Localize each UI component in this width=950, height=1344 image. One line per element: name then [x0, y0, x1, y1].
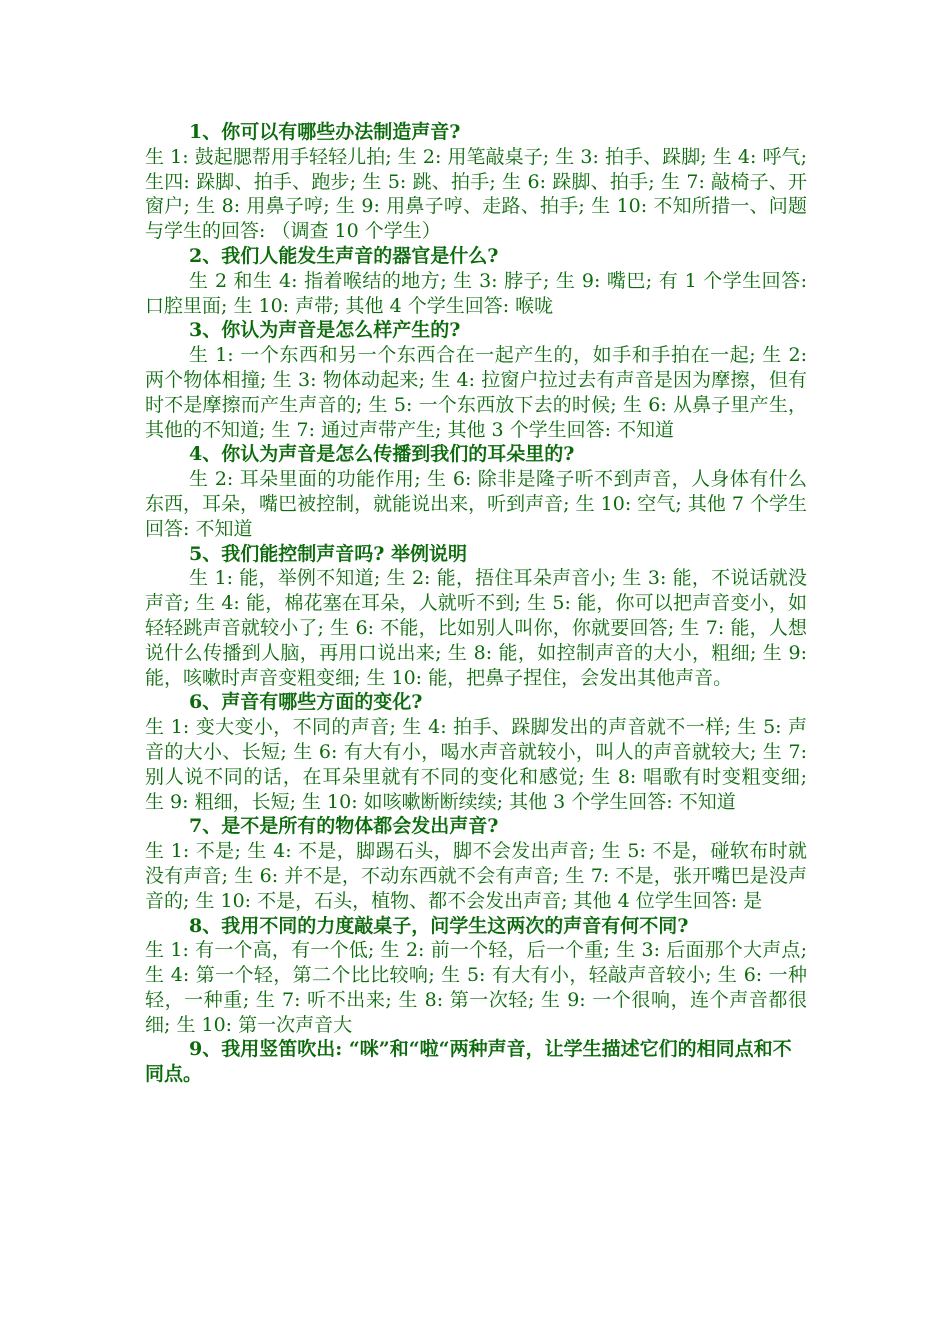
question-4: 4、你认为声音是怎么传播到我们的耳朵里的? — [189, 443, 575, 466]
question-5: 5、我们能控制声音吗? 举例说明 — [189, 542, 467, 565]
answer-1: 生 1: 鼓起腮帮用手轻轻儿拍; 生 2: 用笔敲桌子; 生 3: 拍手、跺脚; 生 4: 呼气; 生四: 跺脚、拍手、跑步; 生 5: 跳、拍手; 生 6: 跺脚、拍手; 生 7: 敲椅子、开窗户; 生 8: 用鼻子哼; 生 9: 用鼻子哼、走路、拍手; 生 10: 不知所措一、问题与学生的回答: （调查 10 个学生） — [145, 145, 807, 243]
question-3: 3、你认为声音是怎么样产生的? — [189, 319, 461, 342]
document-page — [145, 120, 807, 1087]
answer-5: 生 1: 能，举例不知道; 生 2: 能，捂住耳朵声音小; 生 3: 能，不说话就没声音; 生 4: 能，棉花塞在耳朵，人就听不到; 生 5: 能，你可以把声音变小，如轻轻跳声音就较小了; 生 6: 不能，比如别人叫你，你就要回答; 生 7: 能，人想说什么传播到人脑，再用口说出来; 生 8: 能，如控制声音的大小，粗细; 生 9: 能，咳嗽时声音变粗变细; 生 10: 能，把鼻子捏住，会发出其他声音。 — [145, 567, 807, 689]
question-6: 6、声音有哪些方面的变化? — [189, 691, 423, 714]
answer-2: 生 2 和生 4: 指着喉结的地方; 生 3: 脖子; 生 9: 嘴巴; 有 1 个学生回答: 口腔里面; 生 10: 声带; 其他 4 个学生回答: 喉咙 — [145, 269, 807, 317]
question-7: 7、是不是所有的物体都会发出声音? — [189, 815, 499, 838]
answer-3: 生 1: 一个东西和另一个东西合在一起产生的，如手和手拍在一起; 生 2: 两个物体相撞; 生 3: 物体动起来; 生 4: 拉窗户拉过去有声音是因为摩擦，但有时不是摩擦而产生声音的; 生 5: 一个东西放下去的时候; 生 6: 从鼻子里产生，其他的不知道; 生 7: 通过声带产生; 其他 3 个学生回答: 不知道 — [145, 344, 807, 441]
question-1: 1、你可以有哪些办法制造声音? — [189, 121, 461, 143]
question-8: 8、我用不同的力度敲桌子，问学生这两次的声音有何不同? — [189, 914, 689, 937]
question-9: 9、我用竖笛吹出: “咪”和“啦“两种声音，让学生描述它们的相同点和不同点。 — [145, 1038, 792, 1086]
question-2: 2、我们人能发生声音的器官是什么? — [189, 244, 499, 267]
answer-8: 生 1: 有一个高，有一个低; 生 2: 前一个轻，后一个重; 生 3: 后面那个大声点; 生 4: 第一个轻，第二个比比较响; 生 5: 有大有小，轻敲声音较小; 生 6: 一种轻，一种重; 生 7: 听不出来; 生 8: 第一次轻; 生 9: 一个很响，连个声音都很细; 生 10: 第一次声音大 — [145, 939, 807, 1036]
answer-6: 生 1: 变大变小，不同的声音; 生 4: 拍手、跺脚发出的声音就不一样; 生 5: 声音的大小、长短; 生 6: 有大有小，喝水声音就较小，叫人的声音就较大; 生 7: 别人说不同的话，在耳朵里就有不同的变化和感觉; 生 8: 唱歌有时变粗变细; 生 9: 粗细，长短; 生 10: 如咳嗽断断续续; 其他 3 个学生回答: 不知道 — [145, 716, 807, 813]
answer-4: 生 2: 耳朵里面的功能作用; 生 6: 除非是隆子听不到声音，人身体有什么东西，耳朵，嘴巴被控制，就能说出来，听到声音; 生 10: 空气; 其他 7 个学生回答: 不知道 — [145, 468, 807, 540]
answer-7: 生 1: 不是; 生 4: 不是，脚踢石头，脚不会发出声音; 生 5: 不是，碰软布时就没有声音; 生 6: 并不是，不动东西就不会有声音; 生 7: 不是，张开嘴巴是没声音的; 生 10: 不是，石头，植物、都不会发出声音; 其他 4 位学生回答: 是 — [145, 840, 807, 912]
